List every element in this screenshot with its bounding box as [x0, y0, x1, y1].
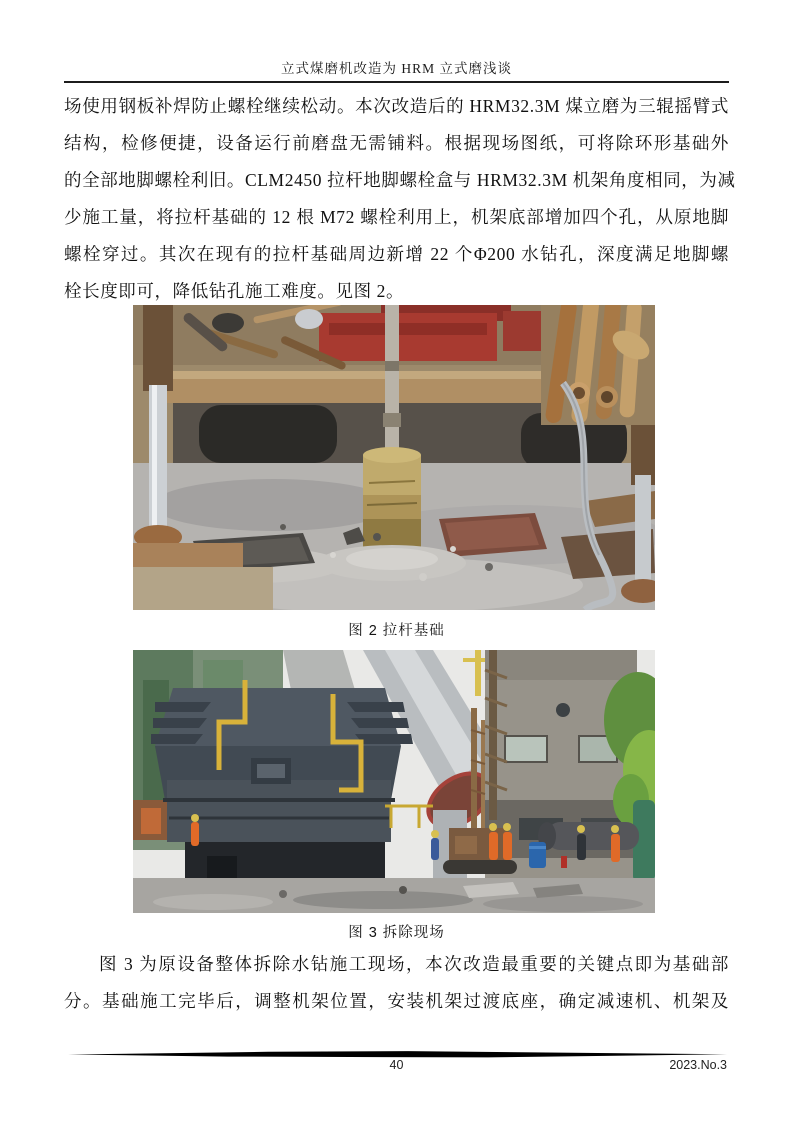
figure3-caption: 图 3 拆除现场	[348, 925, 445, 941]
figure2-photo	[133, 305, 655, 610]
figure2-caption: 图 2 拉杆基础	[348, 623, 445, 639]
running-header-title: 立式煤磨机改造为 HRM 立式磨浅谈	[280, 61, 512, 76]
body-line: 栓长度即可，降低钻孔施工难度。见图 2。	[64, 281, 405, 301]
body-line: 结构，检修便捷，设备运行前磨盘无需铺料。根据现场图纸，可将除环形基础外	[64, 133, 729, 153]
body-line: 螺栓穿过。其次在现有的拉杆基础周边新增 22 个Φ200 水钻孔，深度满足地脚螺	[64, 244, 729, 264]
body-line: 少施工量，将拉杆基础的 12 根 M72 螺栓利用上，机架底部增加四个孔，从原地脚	[64, 207, 729, 227]
body-line: 分。基础施工完毕后，调整机架位置，安装机架过渡底座，确定减速机、机架及	[64, 991, 729, 1011]
header-rule	[64, 81, 729, 83]
footer-issue-label: 2023.No.3	[669, 1058, 727, 1072]
figure3-photo	[133, 650, 655, 913]
body-line: 场使用钢板补焊防止螺栓继续松动。本次改造后的 HRM32.3M 煤立磨为三辊摇臂式	[64, 96, 729, 116]
body-line: 图 3 为原设备整体拆除水钻施工现场，本次改造最重要的关键点即为基础部	[99, 954, 729, 974]
footer-page-number: 40	[389, 1058, 404, 1072]
body-line: 的全部地脚螺栓利旧。CLM2450 拉杆地脚螺栓盒与 HRM32.3M 机架角度相同，为减	[64, 170, 736, 190]
